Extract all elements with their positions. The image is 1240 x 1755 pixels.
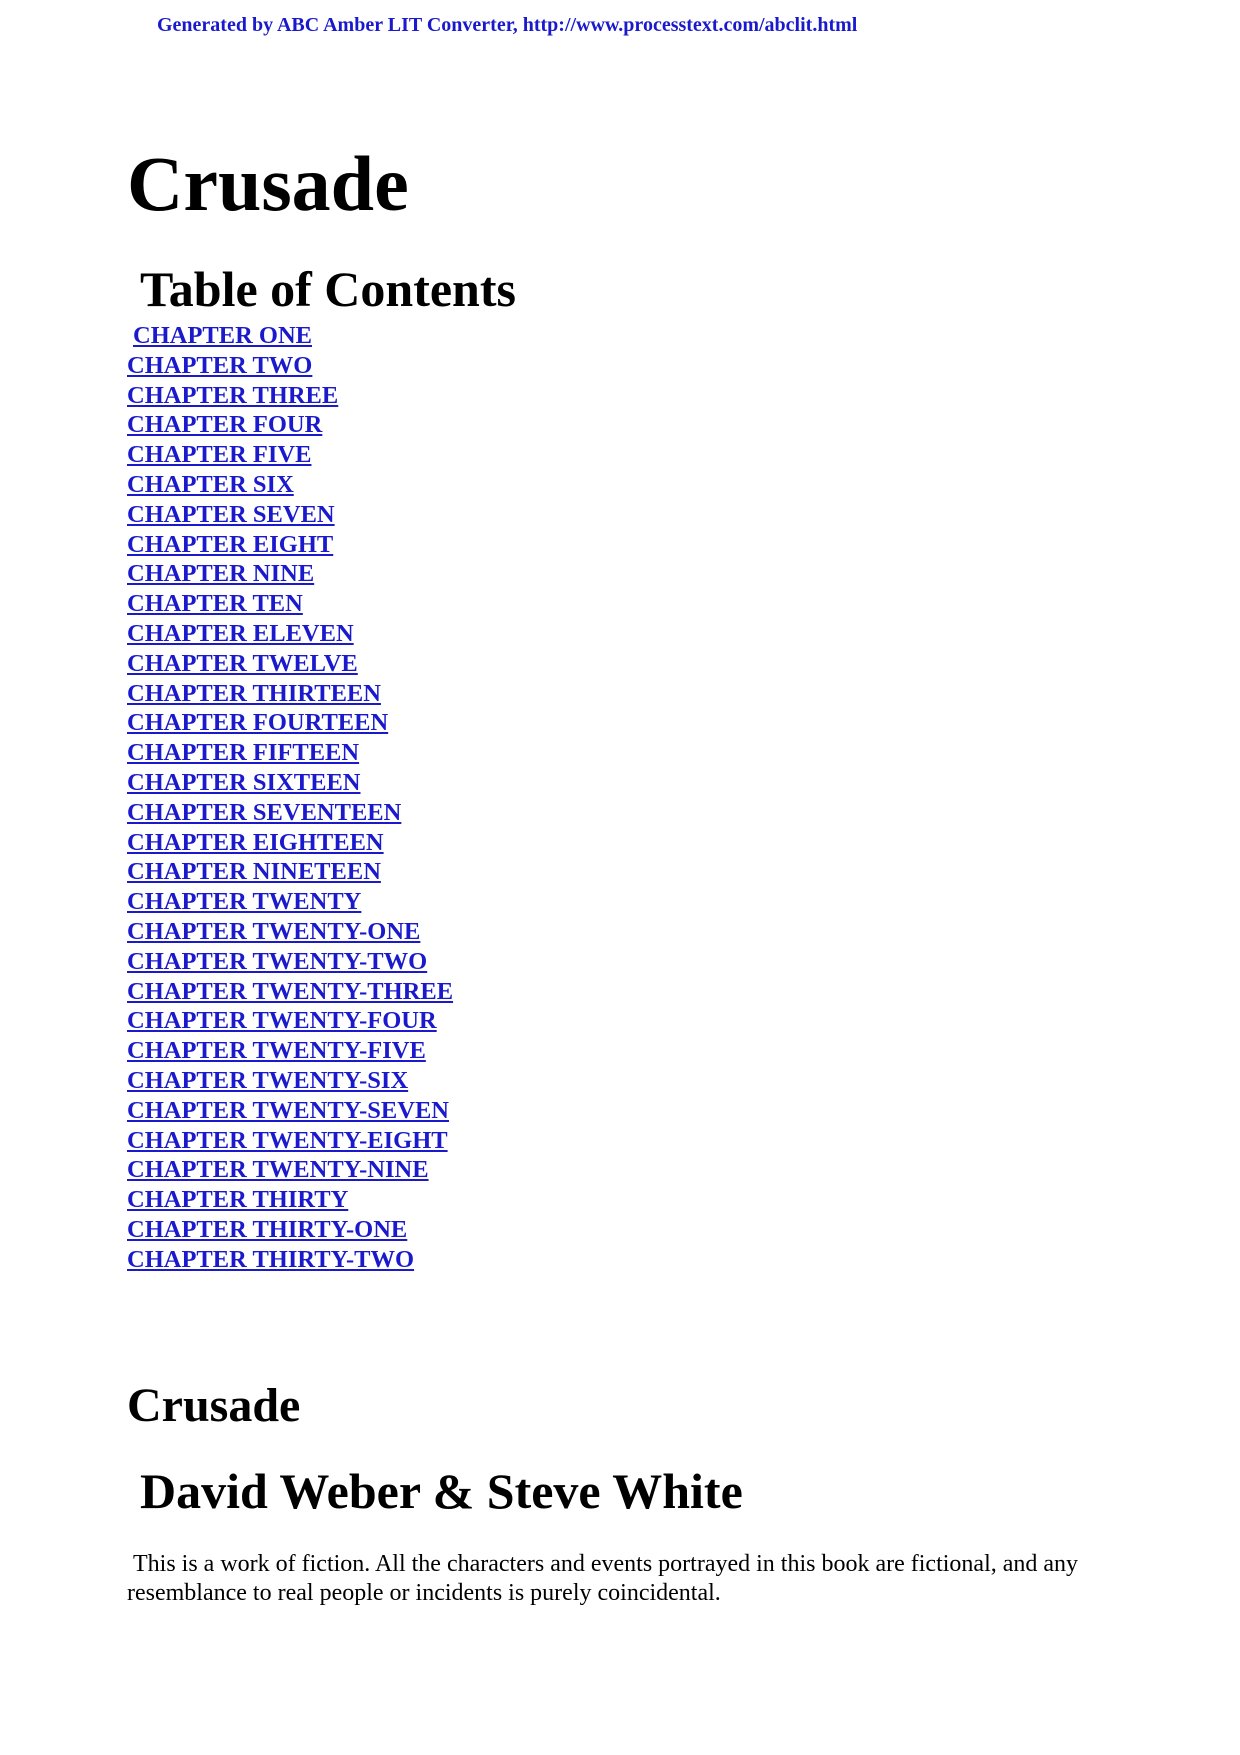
- toc-item: [127, 440, 453, 470]
- chapter-link[interactable]: CHAPTER NINE: [127, 560, 315, 588]
- chapter-link[interactable]: CHAPTER EIGHTEEN: [127, 828, 384, 856]
- toc-item: [127, 1036, 453, 1066]
- chapter-link[interactable]: CHAPTER NINETEEN: [127, 858, 381, 886]
- toc-item: [127, 1126, 453, 1156]
- chapter-link[interactable]: CHAPTER THIRTY: [127, 1186, 349, 1214]
- chapter-link[interactable]: CHAPTER FOUR: [127, 411, 323, 439]
- toc-item: [127, 470, 453, 500]
- chapter-link[interactable]: CHAPTER SEVENTEEN: [127, 798, 402, 826]
- toc-heading: Table of Contents: [140, 261, 516, 317]
- chapter-link[interactable]: CHAPTER EIGHT: [127, 530, 334, 558]
- toc-item: [127, 977, 453, 1007]
- toc-item: [127, 619, 453, 649]
- toc-item: [127, 798, 453, 828]
- chapter-link[interactable]: CHAPTER SIX: [127, 470, 294, 498]
- toc-item: [127, 1245, 453, 1275]
- toc-item: [127, 1185, 453, 1215]
- chapter-link[interactable]: CHAPTER THIRTY-TWO: [127, 1245, 415, 1273]
- toc-item: [127, 1155, 453, 1185]
- toc-item: [127, 321, 453, 351]
- chapter-link[interactable]: CHAPTER TWO: [127, 351, 313, 379]
- toc-item: [127, 1006, 453, 1036]
- front-matter-title: Crusade: [127, 1379, 301, 1432]
- toc-item: [127, 828, 453, 858]
- toc-item: [127, 679, 453, 709]
- toc-item: [127, 381, 453, 411]
- chapter-link[interactable]: CHAPTER THREE: [127, 381, 339, 409]
- toc-item: [127, 1215, 453, 1245]
- chapter-link[interactable]: CHAPTER TEN: [127, 590, 303, 618]
- chapter-link[interactable]: CHAPTER FIVE: [127, 441, 312, 469]
- chapter-link[interactable]: CHAPTER TWENTY-SEVEN: [127, 1096, 449, 1124]
- toc-item: [127, 768, 453, 798]
- chapter-link[interactable]: CHAPTER TWENTY-NINE: [127, 1156, 429, 1184]
- toc-item: [127, 1066, 453, 1096]
- chapter-link[interactable]: CHAPTER FOURTEEN: [127, 709, 389, 737]
- toc-item: [127, 530, 453, 560]
- chapter-link[interactable]: CHAPTER ELEVEN: [127, 619, 354, 647]
- chapter-link[interactable]: CHAPTER TWENTY-EIGHT: [127, 1126, 448, 1154]
- toc-item: [127, 887, 453, 917]
- chapter-link[interactable]: CHAPTER SEVEN: [127, 500, 335, 528]
- chapter-link[interactable]: CHAPTER TWENTY-FIVE: [127, 1037, 426, 1065]
- toc-item: [127, 738, 453, 768]
- chapter-link[interactable]: CHAPTER TWENTY-FOUR: [127, 1007, 437, 1035]
- chapter-link[interactable]: CHAPTER TWELVE: [127, 649, 358, 677]
- chapter-link[interactable]: CHAPTER SIXTEEN: [127, 768, 361, 796]
- toc-item: [127, 917, 453, 947]
- toc-item: [127, 410, 453, 440]
- chapter-link[interactable]: CHAPTER THIRTY-ONE: [127, 1215, 408, 1243]
- chapter-link[interactable]: CHAPTER TWENTY-TWO: [127, 947, 428, 975]
- chapter-link[interactable]: CHAPTER ONE: [133, 322, 313, 349]
- toc-item: [127, 947, 453, 977]
- chapter-link[interactable]: CHAPTER TWENTY-ONE: [127, 917, 421, 945]
- toc-item: [127, 857, 453, 887]
- chapter-link[interactable]: CHAPTER TWENTY-THREE: [127, 977, 454, 1005]
- chapter-link[interactable]: CHAPTER TWENTY-SIX: [127, 1066, 409, 1094]
- generator-banner: Generated by ABC Amber LIT Converter, http://www.processtext.com/abclit.html: [157, 14, 858, 36]
- book-title: Crusade: [127, 140, 409, 227]
- table-of-contents: [127, 321, 453, 1275]
- toc-item: [127, 559, 453, 589]
- toc-item: [127, 708, 453, 738]
- toc-item: [127, 649, 453, 679]
- toc-item: [127, 351, 453, 381]
- toc-item: [127, 1096, 453, 1126]
- toc-item: [127, 589, 453, 619]
- chapter-link[interactable]: CHAPTER TWENTY: [127, 888, 362, 916]
- chapter-link[interactable]: CHAPTER FIFTEEN: [127, 739, 360, 767]
- toc-item: [127, 500, 453, 530]
- fiction-disclaimer: This is a work of fiction. All the characters and events portrayed in this book are fictional, and any resemblance to real people or incidents is purely coincidental.: [127, 1551, 1079, 1606]
- chapter-link[interactable]: CHAPTER THIRTEEN: [127, 679, 381, 707]
- authors-heading: David Weber & Steve White: [140, 1463, 743, 1519]
